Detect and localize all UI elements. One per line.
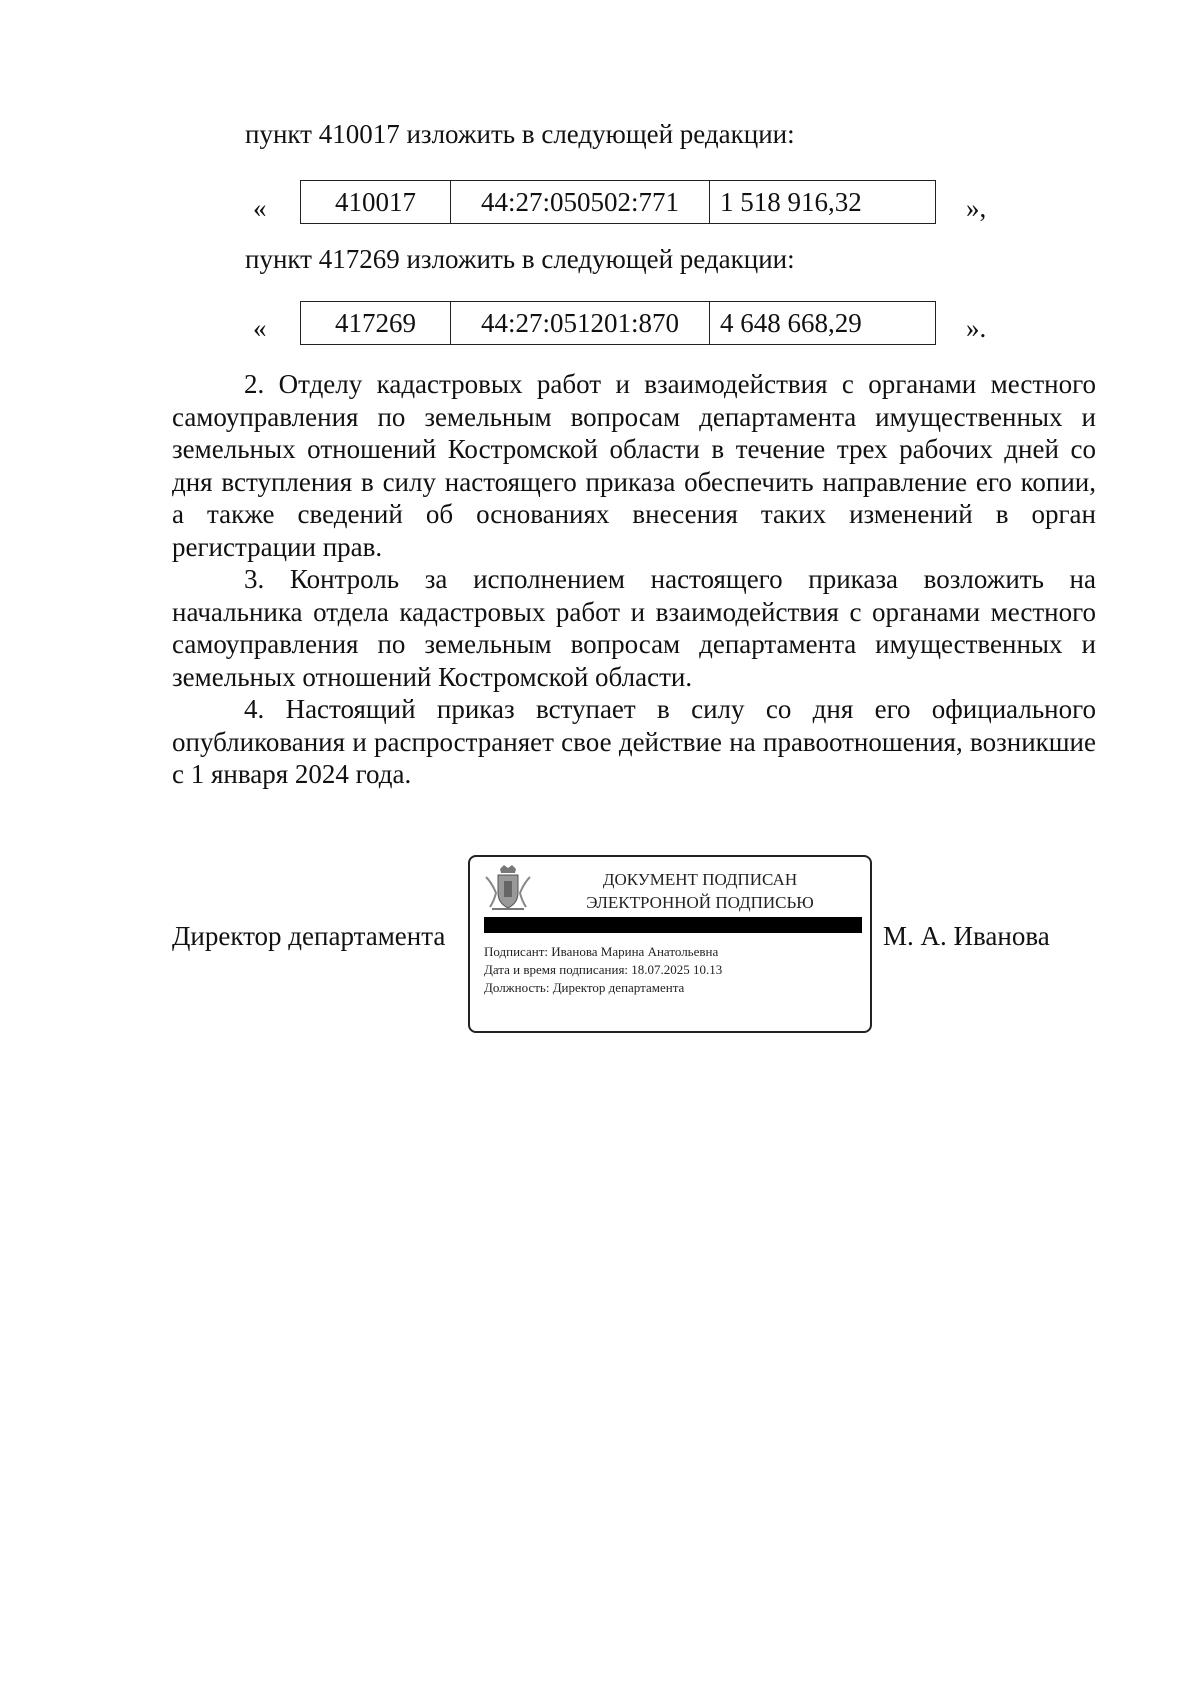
item-number-cell: 410017	[301, 181, 451, 224]
stamp-title-line-2: ЭЛЕКТРОННОЙ ПОДПИСЬЮ	[586, 893, 814, 912]
cadastral-value-cell: 4 648 668,29	[710, 302, 936, 345]
signatory-position: Директор департамента	[172, 921, 446, 951]
amend-1-table	[300, 180, 936, 224]
stamp-title-line-1: ДОКУМЕНТ ПОДПИСАН	[602, 870, 798, 889]
stamp-datetime: Дата и время подписания: 18.07.2025 10.13	[484, 962, 723, 977]
amend-1-close-quote: »,	[966, 193, 987, 223]
item-number-cell: 417269	[301, 302, 451, 345]
signatory-name: М. А. Иванова	[883, 921, 1050, 951]
amend-1-intro: пункт 410017 изложить в следующей редакции:	[245, 119, 795, 149]
stamp-role: Должность: Директор департамента	[484, 980, 685, 995]
amend-2-close-quote: ».	[966, 313, 987, 343]
amend-1-open-quote: «	[253, 193, 267, 223]
paragraph-3: 3. Контроль за исполнением настоящего приказа возложить на начальника отдела кадастровых работ и взаимодействия с органами местного самоуправления по земельным вопросам департамента имущественных и земельных отношений Костромской области.	[172, 564, 1096, 692]
cadastral-number-cell: 44:27:050502:771	[451, 181, 710, 224]
cadastral-number-cell: 44:27:051201:870	[451, 302, 710, 345]
redacted-certificate-bar	[484, 917, 862, 933]
paragraph-2: 2. Отделу кадастровых работ и взаимодействия с органами местного самоуправления по земельным вопросам департамента имущественных и земельных отношений Костромской области в течение трех рабочих дней со дня вступления в силу настоящего приказа обеспечить направление его копии, а также сведений об основаниях внесения таких изменений в орган регистрации прав.	[172, 369, 1096, 562]
paragraph-4: 4. Настоящий приказ вступает в силу со дня его официального опубликования и распространяет свое действие на правоотношения, возникшие с 1 января 2024 года.	[172, 694, 1096, 790]
coat-of-arms-icon	[482, 863, 534, 913]
amend-2-open-quote: «	[253, 313, 267, 343]
electronic-signature-stamp	[468, 855, 872, 1033]
amend-2-intro: пункт 417269 изложить в следующей редакции:	[245, 244, 795, 274]
amend-2-table	[300, 301, 936, 345]
stamp-signer: Подписант: Иванова Марина Анатольевна	[484, 944, 719, 959]
cadastral-value-cell: 1 518 916,32	[710, 181, 936, 224]
table-row	[301, 181, 936, 224]
table-row	[301, 302, 936, 345]
